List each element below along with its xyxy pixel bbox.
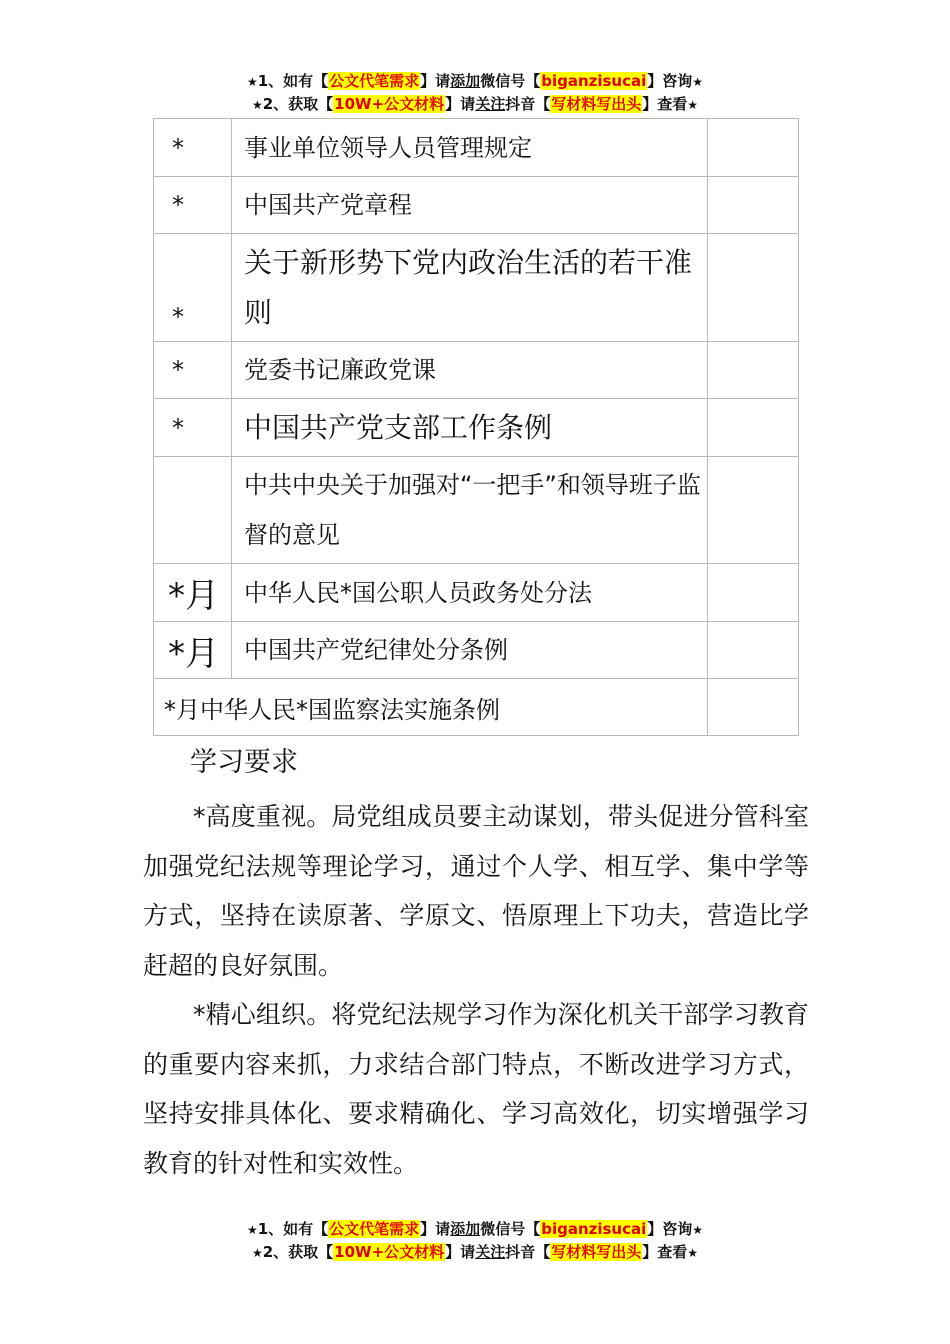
- row-remark: [708, 342, 799, 399]
- promo-line-2: [0, 93, 950, 116]
- promo-line-1: [0, 1218, 950, 1241]
- star-icon: ★: [692, 1223, 704, 1237]
- table-row: [154, 342, 799, 399]
- star-icon: ★: [246, 75, 258, 89]
- section-heading: 学习要求: [190, 747, 298, 778]
- promo-text: 】请: [445, 95, 476, 113]
- row-title: 中国共产党支部工作条例: [232, 399, 708, 457]
- star-icon: ★: [246, 1223, 258, 1237]
- row-remark: [708, 457, 799, 564]
- promo-line-1: [0, 70, 950, 93]
- row-number: *月: [154, 622, 232, 679]
- table-row: [154, 679, 799, 736]
- table-row: [154, 119, 799, 177]
- row-remark: [708, 564, 799, 622]
- star-icon: ★: [251, 1246, 263, 1260]
- row-number: *: [154, 119, 232, 177]
- promo-text: 】查看: [642, 1243, 688, 1261]
- row-number: *: [154, 342, 232, 399]
- promo-highlight: 公文代笔需求: [329, 1220, 420, 1238]
- row-merged-title: *月中华人民*国监察法实施条例: [154, 679, 708, 736]
- row-remark: [708, 399, 799, 457]
- promo-highlight: 公文代笔需求: [329, 72, 420, 90]
- row-remark: [708, 679, 799, 736]
- table-row: [154, 564, 799, 622]
- promo-text: 抖音【: [505, 95, 551, 113]
- table-row: [154, 177, 799, 234]
- star-icon: ★: [692, 75, 704, 89]
- row-number: [154, 457, 232, 564]
- promo-underline: 关注: [475, 95, 506, 113]
- star-icon: ★: [687, 98, 699, 112]
- row-number: *: [154, 234, 232, 342]
- row-number: *: [154, 399, 232, 457]
- promo-text: 】查看: [642, 95, 688, 113]
- promo-underline: 关注: [475, 1243, 506, 1261]
- promo-text: 】咨询: [647, 1220, 693, 1238]
- promo-text: 1、如有【: [257, 72, 329, 90]
- promo-text: 】请: [420, 72, 451, 90]
- promo-text: 】咨询: [647, 72, 693, 90]
- promo-text: 】请: [445, 1243, 476, 1261]
- promo-highlight: 写材料写出头: [551, 1243, 642, 1261]
- row-title: 中共中央关于加强对“一把手”和领导班子监督的意见: [232, 457, 708, 564]
- paragraph: *高度重视。局党组成员要主动谋划，带头促进分管科室加强党纪法规等理论学习，通过个人学、相互学、集中学等方式，坚持在读原著、学原文、悟原理上下功夫，营造比学赶超的良好氛围。: [143, 802, 809, 980]
- table-row: [154, 457, 799, 564]
- promo-highlight: biganzisucai: [541, 1220, 647, 1238]
- row-title: 事业单位领导人员管理规定: [232, 119, 708, 177]
- row-remark: [708, 622, 799, 679]
- promo-underline: 添加: [450, 72, 481, 90]
- table-row: [154, 234, 799, 342]
- study-plan-table: [153, 118, 799, 736]
- promo-banner-bottom: [0, 1218, 950, 1264]
- row-title: 中国共产党纪律处分条例: [232, 622, 708, 679]
- row-title: 关于新形势下党内政治生活的若干准则: [232, 234, 708, 342]
- table-row: [154, 622, 799, 679]
- promo-text: 2、获取【: [262, 95, 334, 113]
- star-icon: ★: [251, 98, 263, 112]
- promo-text: 2、获取【: [262, 1243, 334, 1261]
- row-title: 中华人民*国公职人员政务处分法: [232, 564, 708, 622]
- promo-highlight: 10W+公文材料: [334, 1243, 445, 1261]
- promo-highlight: 10W+公文材料: [334, 95, 445, 113]
- promo-banner-top: [0, 70, 950, 116]
- promo-text: 1、如有【: [257, 1220, 329, 1238]
- row-number: *: [154, 177, 232, 234]
- promo-highlight: biganzisucai: [541, 72, 647, 90]
- star-icon: ★: [687, 1246, 699, 1260]
- promo-text: 抖音【: [505, 1243, 551, 1261]
- table-row: [154, 399, 799, 457]
- promo-text: 微信号【: [480, 1220, 541, 1238]
- row-remark: [708, 177, 799, 234]
- promo-line-2: [0, 1241, 950, 1264]
- row-remark: [708, 234, 799, 342]
- row-title: 中国共产党章程: [232, 177, 708, 234]
- promo-underline: 添加: [450, 1220, 481, 1238]
- row-number: *月: [154, 564, 232, 622]
- row-title: 党委书记廉政党课: [232, 342, 708, 399]
- promo-highlight: 写材料写出头: [551, 95, 642, 113]
- paragraph: *精心组织。将党纪法规学习作为深化机关干部学习教育的重要内容来抓，力求结合部门特点，不断改进学习方式，坚持安排具体化、要求精确化、学习高效化，切实增强学习教育的针对性和实效性。: [143, 1000, 809, 1178]
- promo-text: 微信号【: [480, 72, 541, 90]
- row-remark: [708, 119, 799, 177]
- promo-text: 】请: [420, 1220, 451, 1238]
